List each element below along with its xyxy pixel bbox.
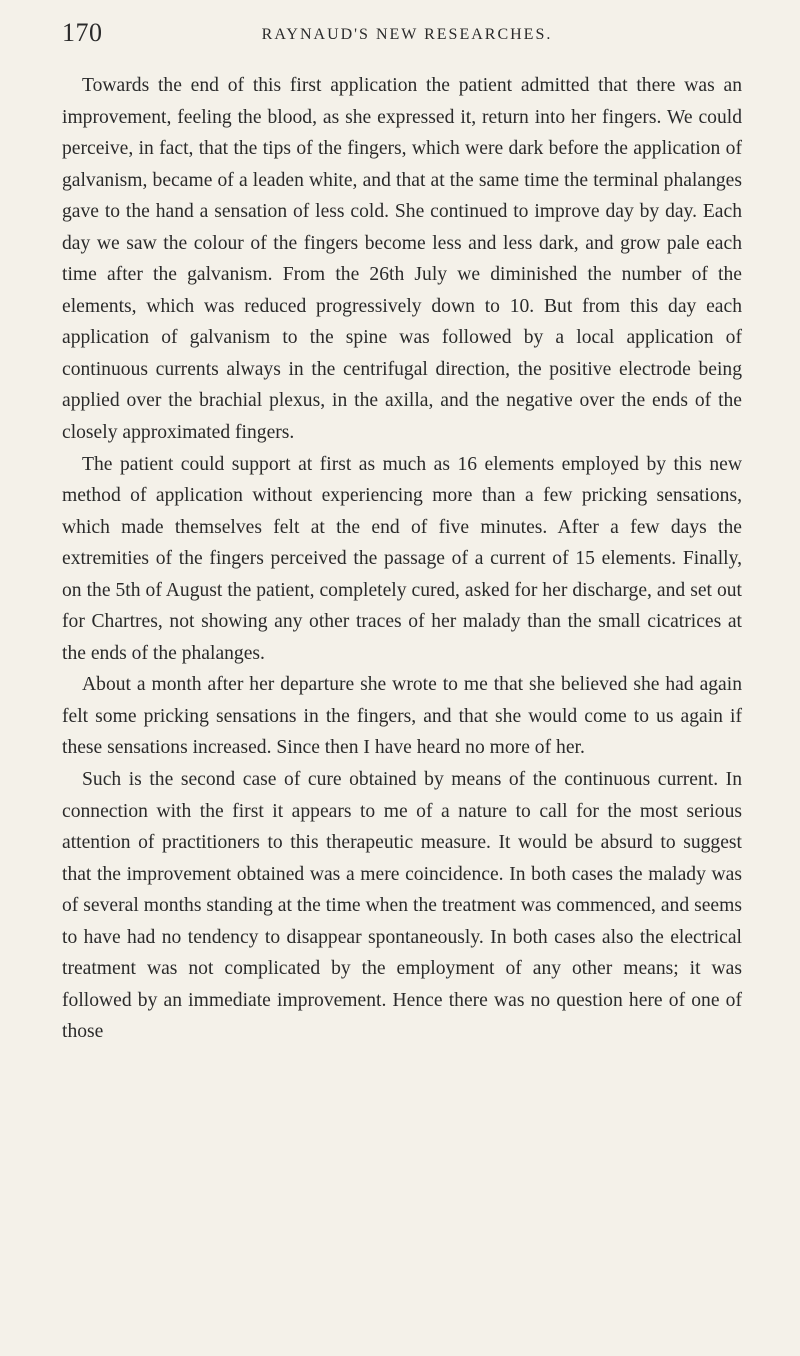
paragraph-letter: About a month after her departure she wrote to me that she believed she had again felt some pricking sensations in the fingers, and that she would come to us again if these sensations increased. Since then I have heard no more of her. — [62, 674, 742, 759]
paragraph-new-method: The patient could support at first as much as 16 elements employed by this new method of application without experiencing more than a few pricking sensations, which made themselves felt at the end of five minutes. After a few days the extremities of the fingers perceived the passage of a current of 15 elements. Finally, on the 5th of August the patient, completely cured, asked for her discharge, and set out for Chartres, not showing any other traces of her malady than the small cicatrices at the ends of the phalanges. — [62, 453, 742, 664]
body-text — [62, 70, 742, 1048]
page-number: 170 — [62, 18, 103, 47]
paragraph-conclusion: Such is the second case of cure obtained by means of the continuous current. In connection with the first it appears to me of a nature to call for the most serious attention of practitioners to this therapeutic measure. It would be absurd to suggest that the improvement obtained was a mere coincidence. In both cases the malady was of several months standing at the time when the treatment was commenced, and seems to have had no tendency to disappear spontaneously. In both cases also the electrical treatment was not complicated by the employment of any other means; it was followed by an immediate improvement. Hence there was no question here of one of those — [62, 769, 742, 1043]
paragraph-improvement: Towards the end of this first application the patient admitted that there was an improvement, feeling the blood, as she expressed it, return into her fingers. We could perceive, in fact, that the tips of the fingers, which were dark before the application of galvanism, became of a leaden white, and that at the same time the terminal phalanges gave to the hand a sensation of less cold. She continued to improve day by day. Each day we saw the colour of the fingers become less and less dark, and grow pale each time after the galvanism. From the 26th July we diminished the number of the elements, which was reduced progressively down to 10. But from this day each application of galvanism to the spine was followed by a local application of continuous currents always in the centrifugal direction, the positive electrode being applied over the brachial plexus, in the axilla, and the negative over the ends of the closely approximated fingers. — [62, 75, 742, 444]
page-header — [62, 18, 752, 58]
running-head: RAYNAUD'S NEW RESEARCHES. — [261, 26, 553, 43]
